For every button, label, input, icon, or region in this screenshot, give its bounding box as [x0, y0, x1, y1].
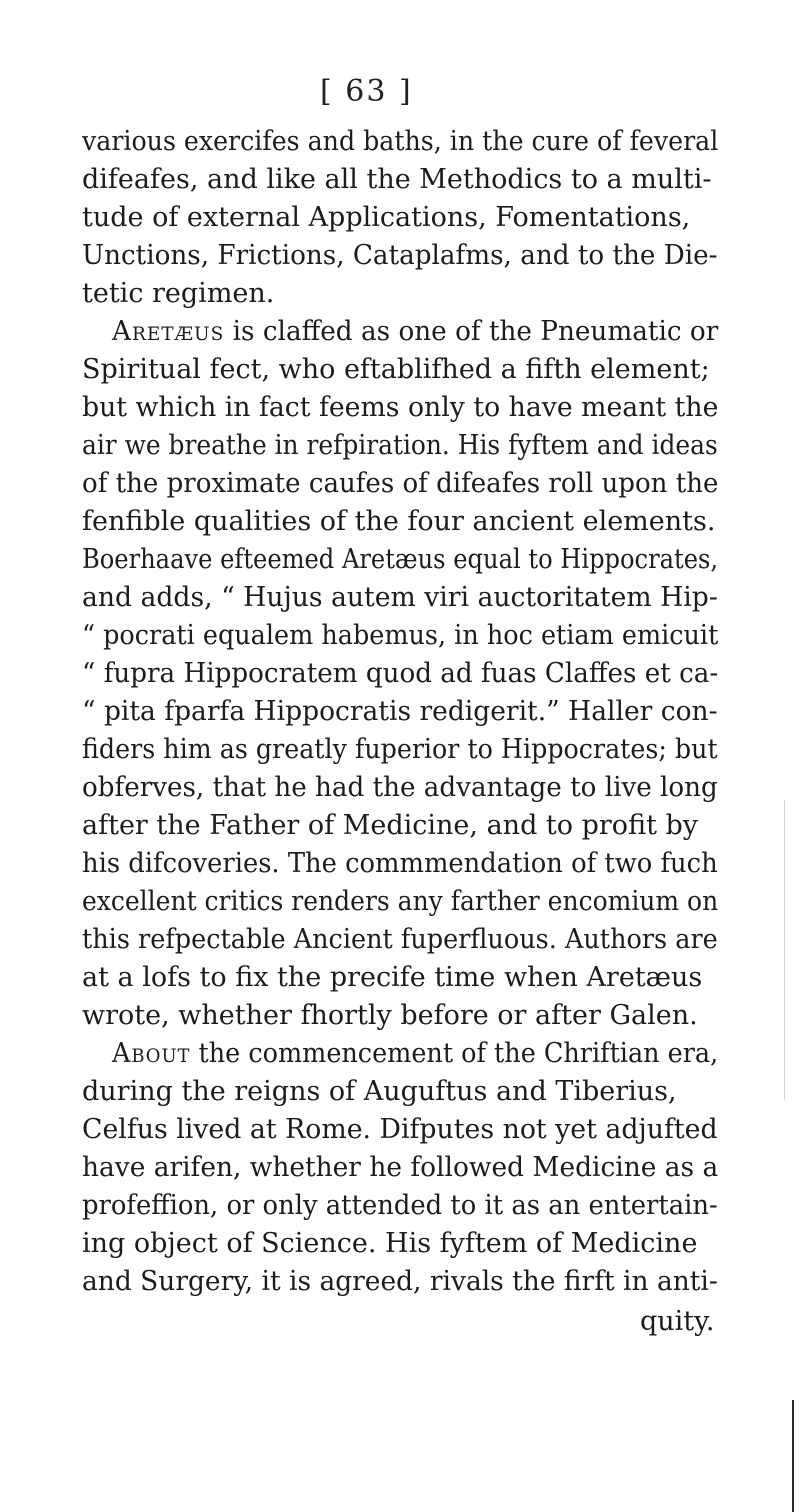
- text-line-9: air we breathe in refpiration. His fyftem and ideas: [82, 430, 718, 461]
- text-line-7: Spiritual fect, who eftablifhed a fifth element;: [82, 354, 710, 385]
- text-line-18: obferves, that he had the advantage to live long: [82, 772, 718, 803]
- text-line-4: Unctions, Frictions, Cataplafms, and to the Die-: [82, 240, 718, 271]
- page-edge-line: [792, 1400, 794, 1512]
- text-line-16: “ pita fparfa Hippocratis redigerit.” Haller con-: [82, 696, 718, 727]
- text-line-24: wrote, whether fhortly before or after Galen.: [82, 1000, 698, 1031]
- text-line-10: of the proximate caufes of difeafes roll upon the: [82, 468, 719, 499]
- text-line-8: but which in fact feems only to have meant the: [82, 392, 719, 423]
- catchword: quity.: [640, 1306, 715, 1337]
- text-line-17: fiders him as greatly fuperior to Hippocrates; but: [82, 734, 718, 765]
- text-line-13: and adds, “ Hujus autem viri auctoritatem Hip-: [82, 582, 718, 613]
- page-edge-shadow: [784, 800, 785, 1100]
- text-line-6-rest: is claffed as one of the Pneumatic or: [232, 316, 719, 347]
- page-number: [ 63 ]: [320, 74, 413, 109]
- text-line-27: Celfus lived at Rome. Difputes not yet adjufted: [82, 1114, 718, 1145]
- text-line-2: difeafes, and like all the Methodics to a multi-: [82, 164, 712, 195]
- text-line-20: his difcoveries. The commmendation of two fuch: [82, 848, 718, 879]
- text-line-11: fenfible qualities of the four ancient elements.: [82, 506, 716, 537]
- text-line-3: tude of external Applications, Fomentations,: [82, 202, 691, 233]
- text-line-19: after the Father of Medicine, and to profit by: [82, 810, 699, 841]
- text-line-31: and Surgery, it is agreed, rivals the firft in anti-: [82, 1266, 718, 1297]
- text-line-12: Boerhaave efteemed Aretæus equal to Hippocrates,: [82, 544, 719, 575]
- text-line-1: various exercifes and baths, in the cure of feveral: [82, 126, 719, 157]
- text-line-5: tetic regimen.: [82, 278, 275, 309]
- text-line-22: this refpectable Ancient fuperfluous. Authors are: [82, 924, 718, 955]
- text-line-25: [112, 1040, 718, 1067]
- text-line-21: excellent critics renders any farther encomium on: [82, 886, 719, 917]
- text-line-26: during the reigns of Auguftus and Tiberius,: [82, 1076, 677, 1107]
- text-line-14: “ pocrati equalem habemus, in hoc etiam emicuit: [82, 620, 719, 651]
- text-line-28: have arifen, whether he followed Medicine as a: [82, 1152, 719, 1183]
- text-line-15: “ fupra Hippocratem quod ad fuas Claffes et ca-: [82, 658, 719, 689]
- text-line-29: profeffion, or only attended to it as an entertain-: [82, 1190, 718, 1221]
- text-line-25-rest: the commencement of the Chriftian era,: [198, 1038, 719, 1069]
- lead-word-about: About: [112, 1038, 191, 1069]
- text-line-6: [112, 318, 718, 345]
- lead-word-aretaeus: Aretæus: [112, 316, 225, 347]
- text-line-23: at a lofs to fix the precife time when Aretæus: [82, 962, 703, 993]
- text-line-30: ing object of Science. His fyftem of Medicine: [82, 1228, 698, 1259]
